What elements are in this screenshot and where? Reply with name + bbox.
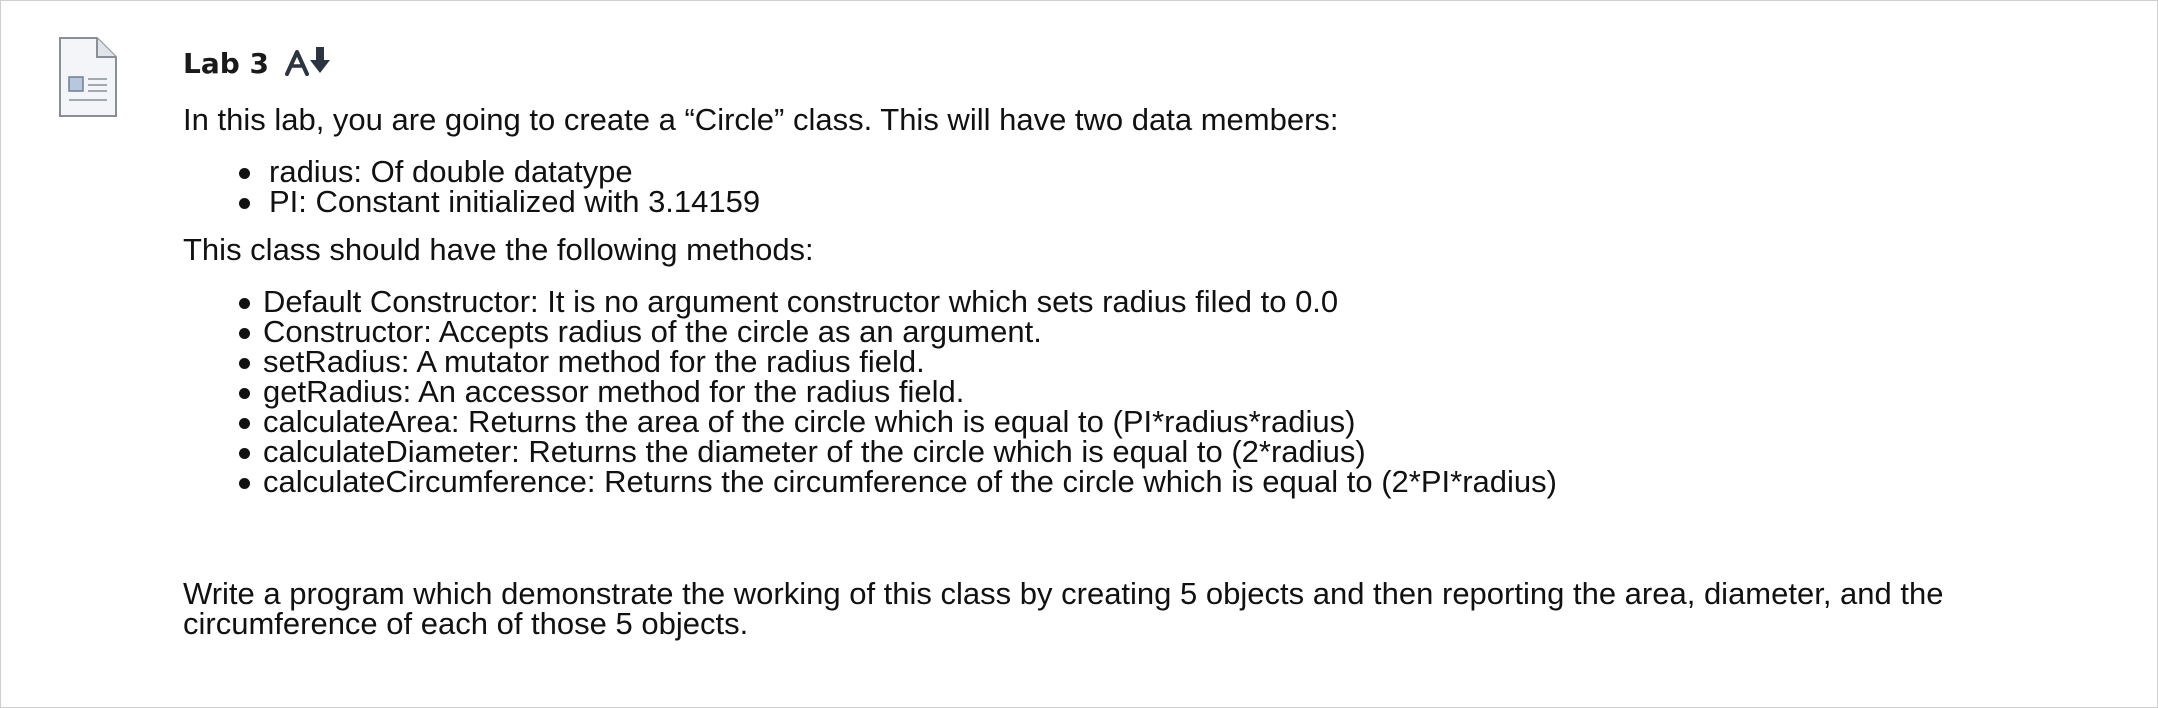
data-members-list <box>183 154 2113 219</box>
methods-intro-text: This class should have the following methods: <box>183 232 814 267</box>
intro-text: In this lab, you are going to create a “Circle” class. This will have two data members: <box>183 102 1339 137</box>
accessibility-download-icon[interactable] <box>283 46 337 80</box>
list-item: calculateCircumference: Returns the circumference of the circle which is equal to (2*PI*radius) <box>183 467 2113 497</box>
document-icon <box>57 35 119 119</box>
methods-list <box>183 284 2113 499</box>
list-item: Constructor: Accepts radius of the circle as an argument. <box>183 317 2113 347</box>
list-item: Default Constructor: It is no argument constructor which sets radius filed to 0.0 <box>183 287 2113 317</box>
list-item: radius: Of double datatype <box>183 157 2113 187</box>
list-item: calculateDiameter: Returns the diameter of the circle which is equal to (2*radius) <box>183 437 2113 467</box>
assignment-content <box>183 41 2113 639</box>
list-item: PI: Constant initialized with 3.14159 <box>183 187 2113 217</box>
closing-text: Write a program which demonstrate the working of this class by creating 5 objects and then reporting the area, diameter, and the circumference of each of those 5 objects. <box>183 576 1944 641</box>
assignment-title[interactable]: Lab 3 <box>183 46 270 80</box>
list-item: getRadius: An accessor method for the radius field. <box>183 377 2113 407</box>
title-row <box>183 41 2113 85</box>
list-item: calculateArea: Returns the area of the circle which is equal to (PI*radius*radius) <box>183 407 2113 437</box>
list-item: setRadius: A mutator method for the radius field. <box>183 347 2113 377</box>
